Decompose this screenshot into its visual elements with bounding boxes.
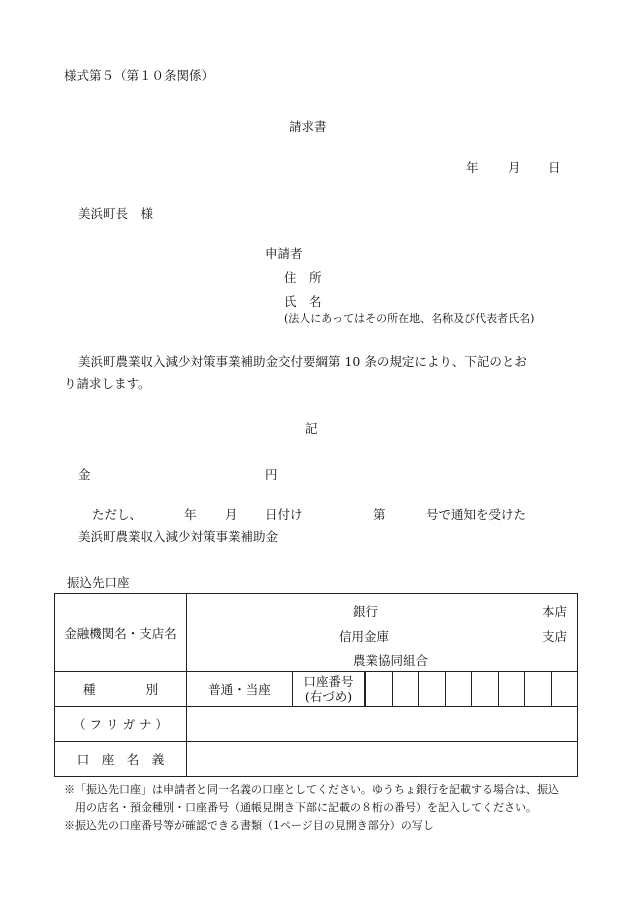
bank-type-shinkin: 信用金庫 bbox=[339, 629, 390, 644]
notice-dai: 第 bbox=[373, 507, 386, 522]
ki-heading: 記 bbox=[305, 421, 318, 436]
notice-year: 年 bbox=[184, 507, 197, 522]
account-digit-box[interactable] bbox=[445, 672, 472, 706]
amount-label: 金 bbox=[78, 467, 91, 482]
applicant-address-label: 住 所 bbox=[284, 270, 322, 285]
date-day: 日 bbox=[548, 160, 561, 175]
notice-subsidy-name: 美浜町農業収入減少対策事業補助金 bbox=[78, 529, 279, 544]
footnote-3: ※振込先の口座番号等が確認できる書類（1ページ目の見開き部分）の写し bbox=[64, 819, 434, 832]
corporate-note: (法人にあってはその所在地、名称及び代表者氏名) bbox=[284, 312, 535, 325]
date-month: 月 bbox=[508, 160, 521, 175]
account-digit-box[interactable] bbox=[471, 672, 498, 706]
body-text-line2: り請求します。 bbox=[64, 376, 151, 391]
bank-shiten: 支店 bbox=[542, 629, 568, 644]
form-id: 様式第５（第１０条関係） bbox=[64, 68, 215, 83]
bank-honten: 本店 bbox=[542, 604, 568, 619]
notice-tadashi: ただし、 bbox=[92, 507, 143, 522]
notice-month: 月 bbox=[225, 507, 238, 522]
institution-label-cell: 金融機関名・支店名 bbox=[55, 594, 187, 672]
account-type-label-cell: 種 別 bbox=[55, 672, 187, 707]
account-digit-box[interactable] bbox=[418, 672, 445, 706]
account-holder-value-cell[interactable] bbox=[187, 742, 578, 777]
account-digit-box[interactable] bbox=[524, 672, 551, 706]
furigana-value-cell[interactable] bbox=[187, 707, 578, 742]
addressee: 美浜町長 様 bbox=[78, 206, 154, 221]
bank-type-nokyo: 農業協同組合 bbox=[353, 653, 429, 668]
footnote-1: ※「振込先口座」は申請者と同一名義の口座としてください。ゆうちょ銀行を記載する場合は、振込 bbox=[64, 783, 559, 796]
footnotes bbox=[64, 781, 559, 835]
account-number-digits[interactable] bbox=[365, 672, 578, 707]
account-digit-box[interactable] bbox=[392, 672, 419, 706]
account-digit-box[interactable] bbox=[498, 672, 525, 706]
body-text-line1: 美浜町農業収入減少対策事業補助金交付要綱第 10 条の規定により、下記のとお bbox=[78, 354, 527, 369]
date-year: 年 bbox=[466, 160, 479, 175]
account-holder-label-cell: 口 座 名 義 bbox=[55, 742, 187, 777]
account-type-value[interactable]: 普通・当座 bbox=[187, 672, 293, 707]
bank-section-title: 振込先口座 bbox=[67, 575, 130, 590]
furigana-label-cell: （ フ リ ガ ナ ） bbox=[55, 707, 187, 742]
account-digit-box[interactable] bbox=[551, 672, 578, 706]
account-number-label-cell: 口座番号 (右づめ) bbox=[293, 672, 365, 707]
bank-account-table bbox=[54, 593, 578, 777]
account-digit-box[interactable] bbox=[365, 672, 392, 706]
applicant-label: 申請者 bbox=[265, 246, 303, 261]
institution-value-cell[interactable] bbox=[187, 594, 578, 672]
applicant-name-label: 氏 名 bbox=[284, 294, 322, 309]
document-title: 請求書 bbox=[289, 119, 327, 134]
footnote-2: 用の店名・預金種別・口座番号（通帳見開き下部に記載の８桁の番号）を記入してください。 bbox=[64, 801, 537, 814]
notice-go: 号で通知を受けた bbox=[426, 507, 527, 522]
bank-type-bank: 銀行 bbox=[353, 604, 379, 619]
notice-day: 日付け bbox=[265, 507, 303, 522]
amount-unit: 円 bbox=[265, 467, 278, 482]
